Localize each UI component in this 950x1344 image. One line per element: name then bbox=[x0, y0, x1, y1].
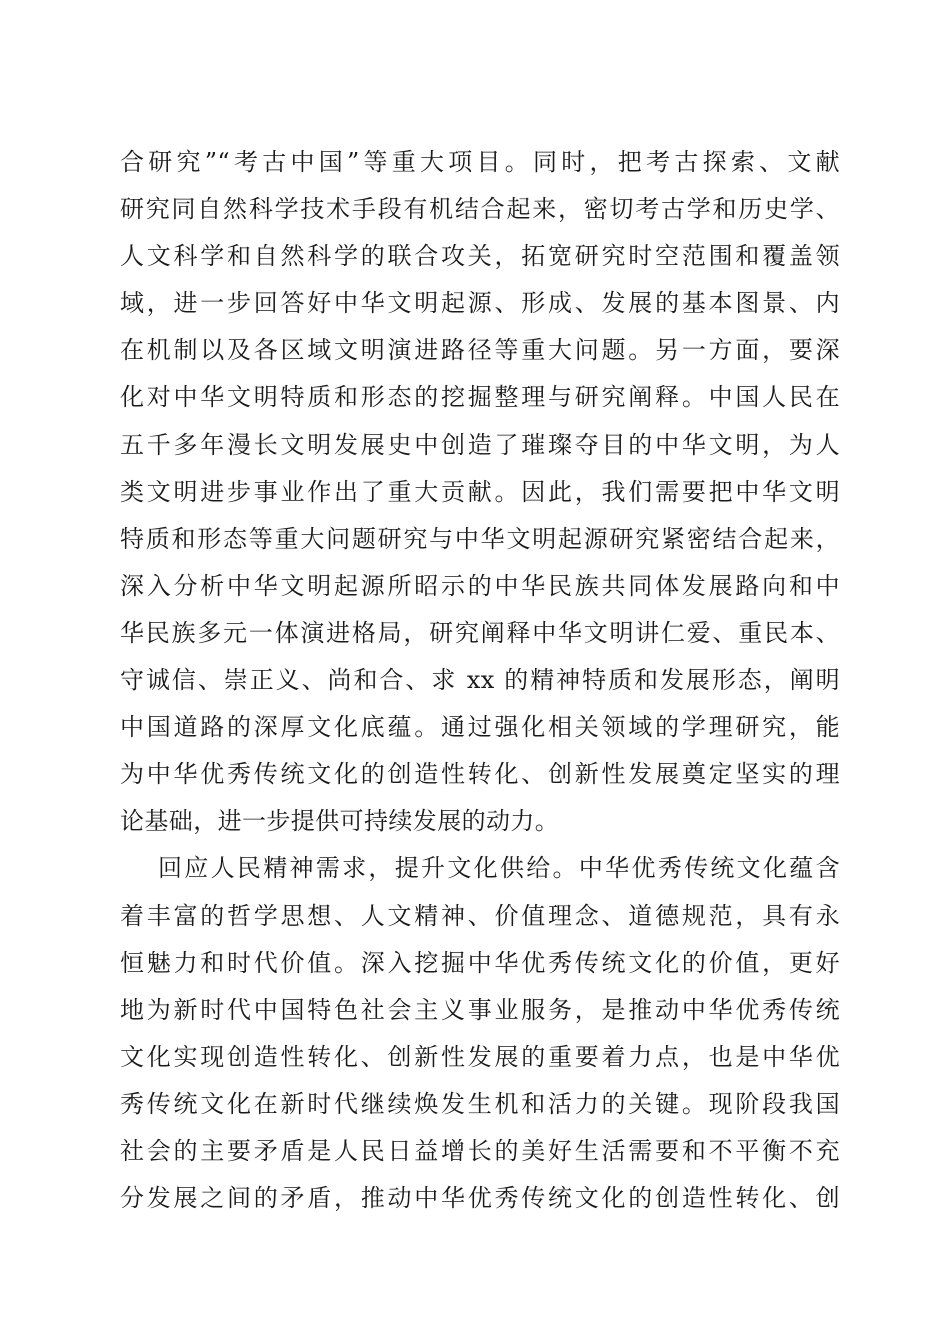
text-line: 五千多年漫长文明发展史中创造了璀璨夺目的中华文明，为人 bbox=[120, 430, 840, 459]
paragraph bbox=[120, 845, 840, 1222]
text-line: 域，进一步回答好中华文明起源、形成、发展的基本图景、内 bbox=[120, 289, 840, 318]
text-line: 华民族多元一体演进格局，研究阐释中华文明讲仁爱、重民本、 bbox=[120, 618, 840, 647]
text-line: 中国道路的深厚文化底蕴。通过强化相关领域的学理研究，能 bbox=[120, 713, 840, 742]
text-line: 人文科学和自然科学的联合攻关，拓宽研究时空范围和覆盖领 bbox=[120, 242, 840, 271]
text-line: 守诚信、崇正义、尚和合、求 xx 的精神特质和发展形态，阐明 bbox=[120, 666, 840, 695]
text-line: 恒魅力和时代价值。深入挖掘中华优秀传统文化的价值，更好 bbox=[120, 948, 840, 977]
text-line: 化对中华文明特质和形态的挖掘整理与研究阐释。中国人民在 bbox=[120, 383, 840, 412]
text-line: 秀传统文化在新时代继续焕发生机和活力的关键。现阶段我国 bbox=[120, 1089, 840, 1118]
text-line: 地为新时代中国特色社会主义事业服务，是推动中华优秀传统 bbox=[120, 995, 840, 1024]
paragraph bbox=[120, 139, 840, 845]
text-line: 回应人民精神需求，提升文化供给。中华优秀传统文化蕴含 bbox=[158, 854, 840, 883]
body-text bbox=[120, 139, 840, 1222]
text-line: 论基础，进一步提供可持续发展的动力。 bbox=[120, 807, 560, 836]
text-line: 研究同自然科学技术手段有机结合起来，密切考古学和历史学、 bbox=[120, 195, 840, 224]
text-line: 为中华优秀传统文化的创造性转化、创新性发展奠定坚实的理 bbox=[120, 760, 840, 789]
text-line: 着丰富的哲学思想、人文精神、价值理念、道德规范，具有永 bbox=[120, 901, 840, 930]
text-line: 特质和形态等重大问题研究与中华文明起源研究紧密结合起来， bbox=[120, 524, 840, 553]
text-line: 类文明进步事业作出了重大贡献。因此，我们需要把中华文明 bbox=[120, 477, 840, 506]
text-line: 深入分析中华文明起源所昭示的中华民族共同体发展路向和中 bbox=[120, 571, 840, 600]
text-line: 在机制以及各区域文明演进路径等重大问题。另一方面，要深 bbox=[120, 336, 840, 365]
text-line: 社会的主要矛盾是人民日益增长的美好生活需要和不平衡不充 bbox=[120, 1136, 840, 1165]
text-line: 分发展之间的矛盾，推动中华优秀传统文化的创造性转化、创 bbox=[120, 1184, 840, 1213]
text-line: 合研究”“考古中国”等重大项目。同时，把考古探索、文献 bbox=[120, 148, 840, 176]
text-line: 文化实现创造性转化、创新性发展的重要着力点，也是中华优 bbox=[120, 1042, 840, 1071]
